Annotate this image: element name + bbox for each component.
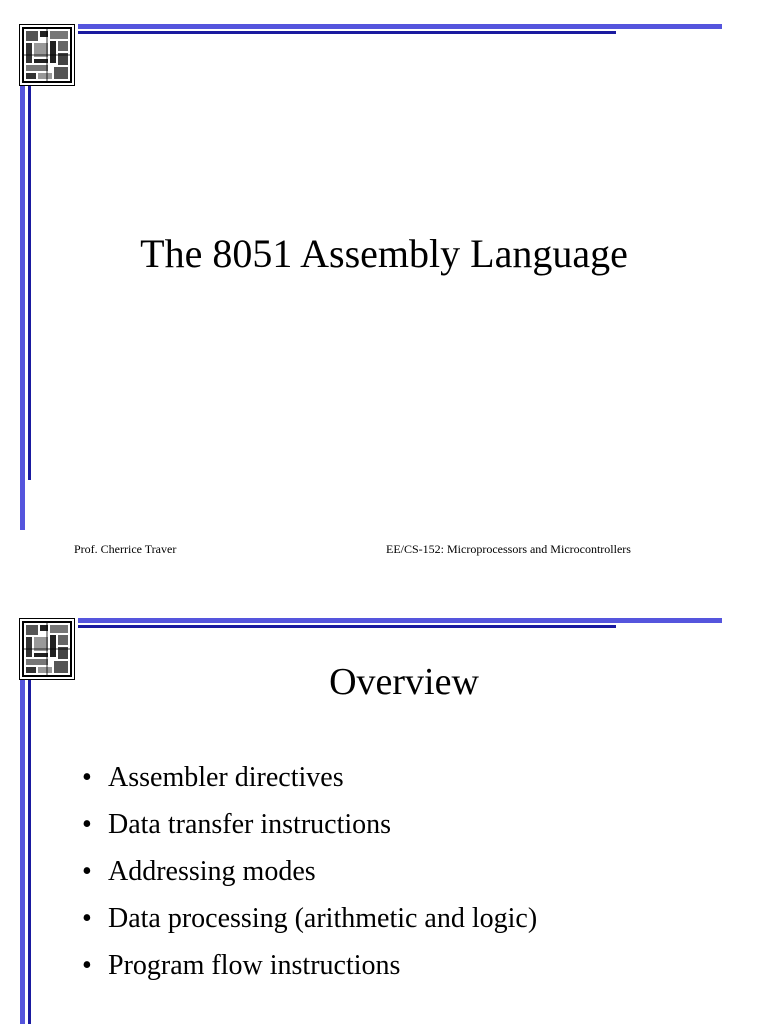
list-item bbox=[82, 754, 537, 801]
chip-die-icon bbox=[19, 24, 75, 86]
overview-bullet-list bbox=[82, 754, 537, 989]
bullet-dot: • bbox=[82, 856, 92, 887]
bullet-text: Addressing modes bbox=[108, 856, 316, 887]
bullet-dot: • bbox=[82, 762, 92, 793]
list-item bbox=[82, 848, 537, 895]
top-accent-bar bbox=[78, 618, 722, 623]
slide-title-heading: The 8051 Assembly Language bbox=[140, 231, 628, 276]
top-inner-bar bbox=[78, 31, 616, 34]
bullet-text: Assembler directives bbox=[108, 762, 344, 793]
left-accent-bar bbox=[20, 680, 25, 1024]
bullet-text: Program flow instructions bbox=[108, 950, 401, 981]
list-item bbox=[82, 801, 537, 848]
slide-overview bbox=[0, 590, 768, 1024]
footer-author: Prof. Cherrice Traver bbox=[74, 542, 177, 556]
bullet-dot: • bbox=[82, 903, 92, 934]
top-accent-bar bbox=[78, 24, 722, 29]
bullet-text: Data transfer instructions bbox=[108, 809, 392, 840]
bullet-dot: • bbox=[82, 950, 92, 981]
overview-heading: Overview bbox=[329, 661, 479, 703]
top-inner-bar bbox=[78, 625, 616, 628]
left-inner-bar bbox=[28, 86, 31, 480]
list-item bbox=[82, 942, 537, 989]
list-item bbox=[82, 895, 537, 942]
bullet-dot: • bbox=[82, 809, 92, 840]
left-accent-bar bbox=[20, 86, 25, 530]
footer-course: EE/CS-152: Microprocessors and Microcontrollers bbox=[386, 542, 631, 556]
bullet-text: Data processing (arithmetic and logic) bbox=[108, 903, 538, 934]
left-inner-bar bbox=[28, 680, 31, 1024]
